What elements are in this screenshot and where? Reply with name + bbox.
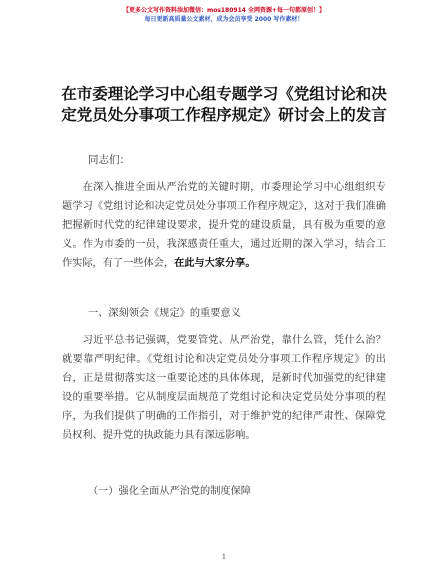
greeting: 同志们： [88, 154, 130, 166]
page-number: 1 [221, 553, 227, 561]
document-title: 在市委理论学习中心组专题学习《党组讨论和决定党员处分事项工作程序规定》研讨会上的发言 [61, 85, 387, 124]
section-subheading-1: （一）强化全面从严治党的制度保障 [88, 486, 251, 497]
section-heading-1: 一、深刻领会《规定》的重要意义 [88, 308, 241, 319]
promo-banner [0, 6, 448, 24]
paragraph-significance [62, 331, 386, 445]
promo-banner-line2: 每日更新高质量公文素材，成为会员享受 2000 写作素材！ [144, 16, 304, 23]
paragraph-significance-text: 习近平总书记强调，党要管党、从严治党，靠什么管，凭什么治？就要靠严明纪律。《党组讨论和决定党员处分事项工作程序规定》的出台，正是贯彻落实这一重要论述的具体体现，是新时代加强党的纪律建设的重要举措。它从制度层面规范了党组讨论和决定党员处分事项的程序，为我们提供了明确的工作指引，对于维护党的纪律严肃性、保障党员权利、提升党的执政能力具有深远影响。 [62, 335, 386, 441]
paragraph-intro [62, 178, 386, 273]
paragraph-intro-emphasis: 在此与大家分享。 [174, 258, 256, 269]
promo-banner-line1: 【更多公文写作资料添加微信：mos180914 全网资源+每一句都原创！】 [122, 7, 326, 14]
paragraph-intro-text: 在深入推进全面从严治党的关键时期，市委理论学习中心组组织专题学习《党组讨论和决定党员处分事项工作程序规定》，这对于我们准确把握新时代党的纪律建设要求，提升党的建设质量，具有极为重要的意义。作为市委的一员，我深感责任重大，通过近期的深入学习，结合工作实际，有了一些体会， [62, 182, 386, 269]
